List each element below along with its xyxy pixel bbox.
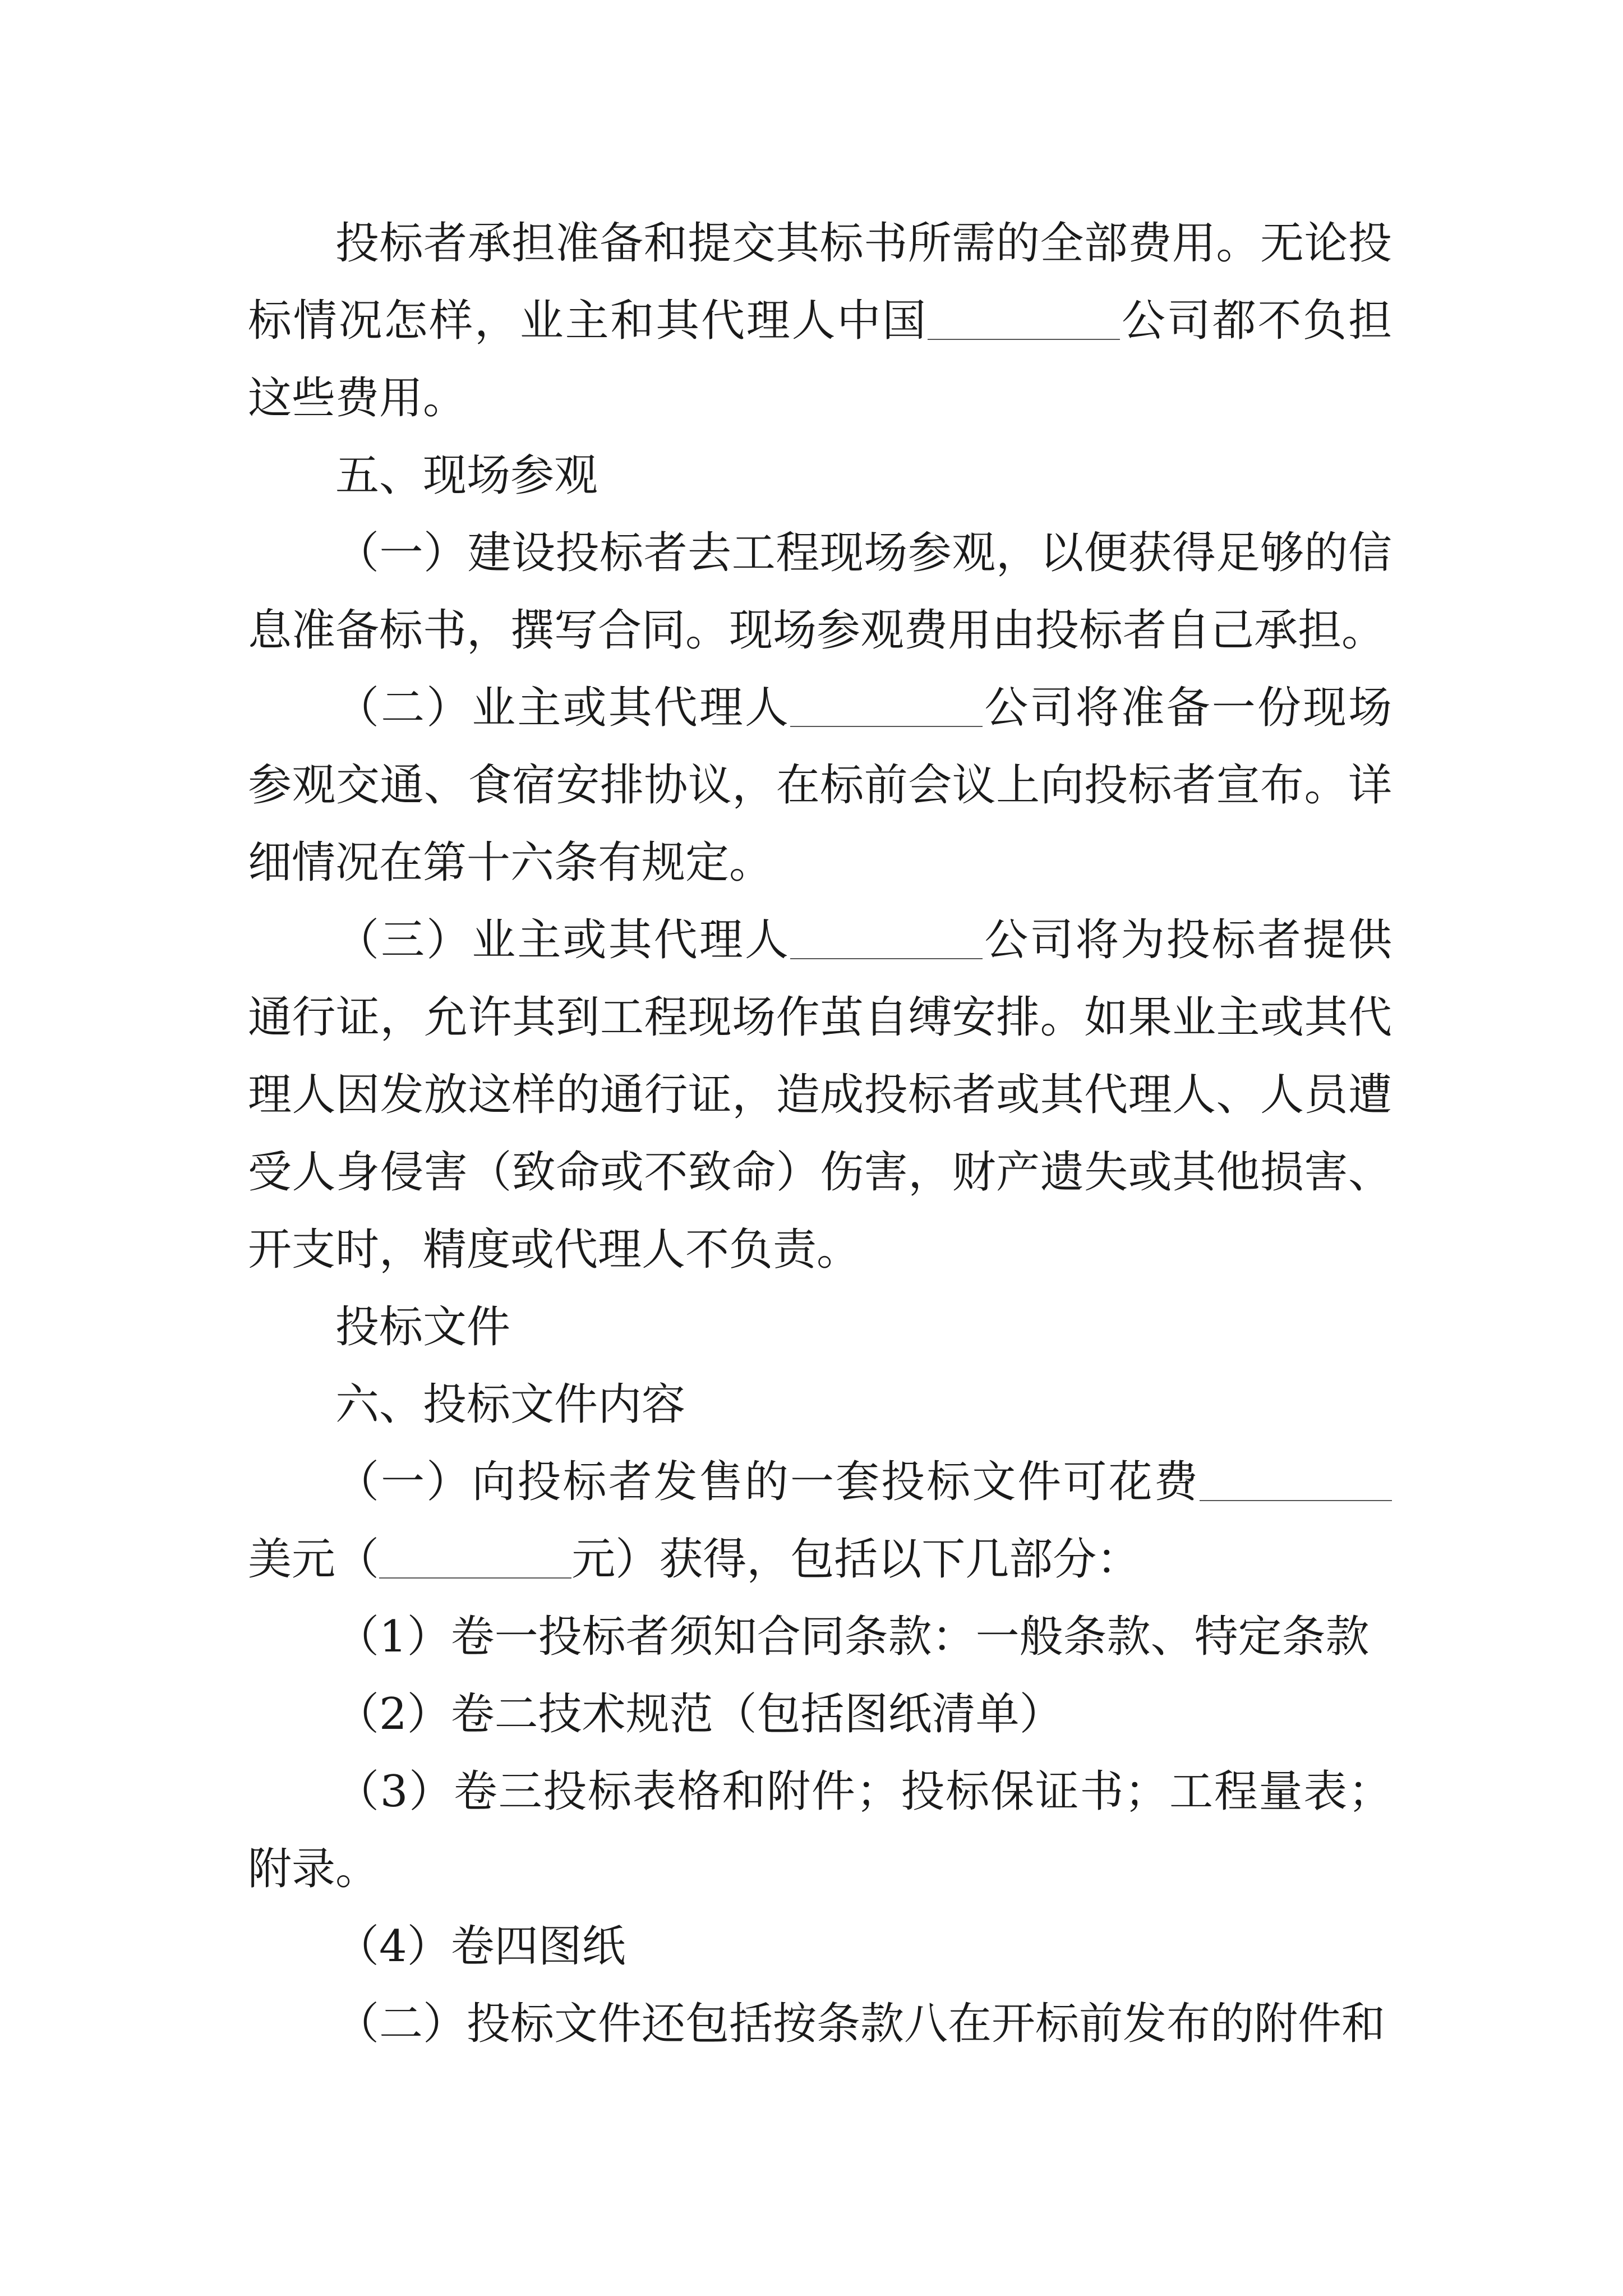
text-line bbox=[248, 1985, 1392, 2063]
paragraph bbox=[248, 1908, 1392, 1985]
text-line bbox=[248, 437, 1392, 514]
text-run: （二）业主或其代理人 bbox=[335, 683, 790, 733]
text-run: （一）建设投标者去工程现场参观，以便获得足够的信 bbox=[335, 528, 1392, 578]
text-line bbox=[248, 1056, 1392, 1134]
text-line bbox=[248, 979, 1392, 1056]
text-line bbox=[248, 824, 1392, 901]
paragraph bbox=[248, 514, 1392, 669]
text-run: 附录。 bbox=[248, 1844, 380, 1894]
text-run: 公司都不负担 bbox=[1120, 296, 1392, 346]
text-line bbox=[248, 1598, 1392, 1676]
text-line bbox=[248, 282, 1392, 360]
text-run: 通行证，允许其到工程现场作茧自缚安排。如果业主或其代 bbox=[248, 992, 1392, 1043]
text-run: （1）卷一投标者须知合同条款：一般条款、特定条款 bbox=[335, 1612, 1370, 1662]
text-line bbox=[248, 1289, 1392, 1366]
text-line bbox=[248, 360, 1392, 437]
text-line bbox=[248, 514, 1392, 592]
text-run: 六、投标文件内容 bbox=[335, 1379, 686, 1430]
text-line bbox=[248, 1908, 1392, 1985]
paragraph bbox=[248, 437, 1392, 514]
paragraph bbox=[248, 669, 1392, 901]
document-body bbox=[248, 205, 1392, 2063]
text-run: （一）向投标者发售的一套投标文件可花费 bbox=[335, 1457, 1200, 1507]
text-run: 理人因发放这样的通行证，造成投标者或其代理人、人员遭 bbox=[248, 1070, 1392, 1120]
blank-fill-in-line bbox=[1200, 1491, 1392, 1501]
text-run: （2）卷二技术规范（包括图纸清单） bbox=[335, 1689, 1063, 1740]
text-run: 受人身侵害（致命或不致命）伤害，财产遗失或其他损害、 bbox=[248, 1147, 1392, 1198]
text-line bbox=[248, 1443, 1392, 1521]
text-line bbox=[248, 592, 1392, 669]
text-run: 细情况在第十六条有规定。 bbox=[248, 838, 773, 888]
text-line bbox=[248, 747, 1392, 824]
paragraph bbox=[248, 205, 1392, 437]
text-run: 五、现场参观 bbox=[335, 450, 598, 501]
text-run: （3）卷三投标表格和附件；投标保证书；工程量表； bbox=[335, 1766, 1392, 1817]
text-run: 投标者承担准备和提交其标书所需的全部费用。无论投 bbox=[335, 218, 1392, 269]
paragraph bbox=[248, 901, 1392, 1289]
text-line bbox=[248, 1134, 1392, 1211]
text-run: 这些费用。 bbox=[248, 373, 467, 424]
paragraph bbox=[248, 1598, 1392, 1676]
text-line bbox=[248, 1830, 1392, 1908]
text-run: 投标文件 bbox=[335, 1302, 511, 1352]
text-run: （三）业主或其代理人 bbox=[335, 915, 790, 965]
text-run: 公司将为投标者提供 bbox=[983, 915, 1392, 965]
text-line bbox=[248, 669, 1392, 747]
text-line bbox=[248, 1753, 1392, 1830]
text-run: 公司将准备一份现场 bbox=[983, 683, 1392, 733]
paragraph bbox=[248, 1289, 1392, 1366]
paragraph bbox=[248, 1366, 1392, 1443]
text-run: （二）投标文件还包括按条款八在开标前发布的附件和 bbox=[335, 1999, 1386, 2049]
text-run: （4）卷四图纸 bbox=[335, 1921, 626, 1972]
blank-fill-in-line bbox=[790, 949, 983, 959]
text-run: 参观交通、食宿安排协议，在标前会议上向投标者宣布。详 bbox=[248, 760, 1392, 811]
text-run: 息准备标书，撰写合同。现场参观费用由投标者自己承担。 bbox=[248, 605, 1386, 656]
blank-fill-in-line bbox=[790, 717, 983, 727]
text-run: 美元（ bbox=[248, 1534, 380, 1585]
text-line bbox=[248, 1521, 1392, 1598]
paragraph bbox=[248, 1676, 1392, 1753]
text-line bbox=[248, 1211, 1392, 1289]
paragraph bbox=[248, 1985, 1392, 2063]
paragraph bbox=[248, 1443, 1392, 1598]
blank-fill-in-line bbox=[928, 330, 1120, 340]
text-line bbox=[248, 1366, 1392, 1443]
text-run: 开支时，精度或代理人不负责。 bbox=[248, 1225, 861, 1275]
text-line bbox=[248, 1676, 1392, 1753]
text-run: 标情况怎样，业主和其代理人中国 bbox=[248, 296, 928, 346]
text-line bbox=[248, 901, 1392, 979]
text-run: 元）获得，包括以下几部分： bbox=[571, 1534, 1141, 1585]
paragraph bbox=[248, 1753, 1392, 1908]
text-line bbox=[248, 205, 1392, 282]
blank-fill-in-line bbox=[379, 1568, 571, 1579]
